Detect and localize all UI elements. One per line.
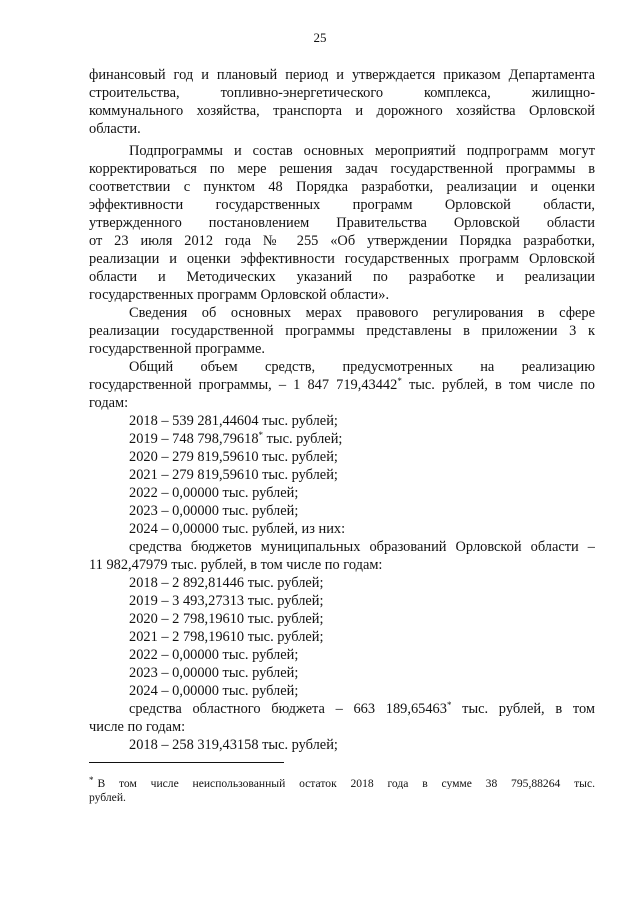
- line-text: средства бюджетов муниципальных образований Орловской области –: [129, 539, 595, 555]
- line-text: утвержденного постановлением Правительства Орловской области: [89, 215, 595, 231]
- text-line: [89, 736, 595, 754]
- text-line: [89, 268, 595, 286]
- text-line: [89, 610, 595, 628]
- text-line: [89, 556, 595, 574]
- text-line: [89, 66, 595, 84]
- line-text: корректироваться по мере решения задач государственной программы в: [89, 161, 595, 177]
- text-line: [89, 412, 595, 430]
- footnote-line: [89, 771, 595, 789]
- line-text: числе по годам:: [89, 719, 186, 735]
- text-line: [89, 394, 595, 412]
- line-text: 2024 – 0,00000 тыс. рублей, из них:: [129, 521, 346, 537]
- footnote-reference: *: [397, 376, 402, 386]
- text-line: [89, 430, 595, 448]
- text-line: [89, 84, 595, 102]
- line-text: 2022 – 0,00000 тыс. рублей;: [129, 647, 299, 663]
- body-text: [89, 66, 595, 754]
- line-text: соответствии с пунктом 48 Порядка разработки, реализации и оценки: [89, 179, 595, 195]
- text-line: [89, 120, 595, 138]
- text-line: [89, 592, 595, 610]
- text-line: [89, 700, 595, 718]
- text-line: [89, 178, 595, 196]
- line-text: 2018 – 539 281,44604 тыс. рублей;: [129, 413, 338, 429]
- line-text: 2023 – 0,00000 тыс. рублей;: [129, 665, 299, 681]
- text-line: [89, 574, 595, 592]
- text-line: [89, 484, 595, 502]
- text-line: [89, 502, 595, 520]
- line-text: финансовый год и плановый период и утверждается приказом Департамента: [89, 67, 595, 83]
- text-line: [89, 142, 595, 160]
- line-text: государственной программе.: [89, 341, 265, 357]
- line-text: 2020 – 2 798,19610 тыс. рублей;: [129, 611, 324, 627]
- line-text-continued: тыс. рублей;: [263, 431, 343, 447]
- line-text: области.: [89, 121, 141, 137]
- line-text: 2021 – 279 819,59610 тыс. рублей;: [129, 467, 338, 483]
- line-text: Подпрограммы и состав основных мероприятий подпрограмм могут: [129, 143, 595, 159]
- line-text-continued: тыс. рублей, в том: [451, 701, 595, 717]
- text-line: [89, 538, 595, 556]
- line-text: 11 982,47979 тыс. рублей, в том числе по годам:: [89, 557, 383, 573]
- text-line: [89, 448, 595, 466]
- footnote-mark: *: [89, 775, 94, 785]
- text-line: [89, 646, 595, 664]
- line-text: Сведения об основных мерах правового регулирования в сфере: [129, 305, 595, 321]
- footnote-reference: *: [446, 700, 452, 710]
- line-text: 2018 – 2 892,81446 тыс. рублей;: [129, 575, 324, 591]
- footnote-reference: *: [258, 430, 264, 440]
- text-line: [89, 718, 595, 736]
- footnote-line: рублей.: [89, 791, 126, 804]
- text-line: [89, 232, 595, 250]
- line-text: коммунального хозяйства, транспорта и дорожного хозяйства Орловской: [89, 103, 595, 119]
- text-line: [89, 340, 595, 358]
- line-text: 2024 – 0,00000 тыс. рублей;: [129, 683, 299, 699]
- line-text: области и Методических указаний по разработке и реализации: [89, 269, 595, 285]
- text-line: [89, 466, 595, 484]
- line-text: от 23 июля 2012 года № 255 «Об утверждении Порядка разработки,: [89, 233, 595, 249]
- line-text: Общий объем средств, предусмотренных на реализацию: [129, 359, 595, 375]
- line-text: государственной программы, – 1 847 719,43442: [89, 377, 398, 393]
- text-line: [89, 376, 595, 394]
- text-line: [89, 286, 595, 304]
- text-line: [89, 628, 595, 646]
- line-text: реализации и оценки эффективности государственных программ Орловской: [89, 251, 595, 267]
- text-line: [89, 250, 595, 268]
- line-text: 2021 – 2 798,19610 тыс. рублей;: [129, 629, 324, 645]
- text-line: [89, 196, 595, 214]
- line-text: 2019 – 3 493,27313 тыс. рублей;: [129, 593, 324, 609]
- footnote-text: В том числе неиспользованный остаток 2018 года в сумме 38 795,88264 тыс.: [97, 777, 595, 789]
- line-text: 2018 – 258 319,43158 тыс. рублей;: [129, 737, 338, 753]
- line-text: 2023 – 0,00000 тыс. рублей;: [129, 503, 299, 519]
- line-text: 2022 – 0,00000 тыс. рублей;: [129, 485, 299, 501]
- line-text: годам:: [89, 395, 129, 411]
- text-line: [89, 682, 595, 700]
- text-line: [89, 160, 595, 178]
- footnote: [89, 771, 595, 807]
- text-line: [89, 304, 595, 322]
- line-text-continued: тыс. рублей, в том числе по: [401, 377, 595, 393]
- footnote-separator: [89, 762, 284, 763]
- text-line: [89, 358, 595, 376]
- text-line: [89, 102, 595, 120]
- line-text: средства областного бюджета – 663 189,65463: [129, 701, 447, 717]
- line-text: эффективности государственных программ Орловской области,: [89, 197, 595, 213]
- text-line: [89, 322, 595, 340]
- text-line: [89, 520, 595, 538]
- text-line: [89, 664, 595, 682]
- page-number: 25: [313, 30, 327, 45]
- line-text: государственных программ Орловской области».: [89, 287, 390, 303]
- line-text: 2019 – 748 798,79618: [129, 431, 259, 447]
- line-text: реализации государственной программы представлены в приложении 3 к: [89, 323, 595, 339]
- line-text: строительства, топливно-энергетического комплекса, жилищно-: [89, 85, 595, 101]
- text-line: [89, 214, 595, 232]
- line-text: 2020 – 279 819,59610 тыс. рублей;: [129, 449, 338, 465]
